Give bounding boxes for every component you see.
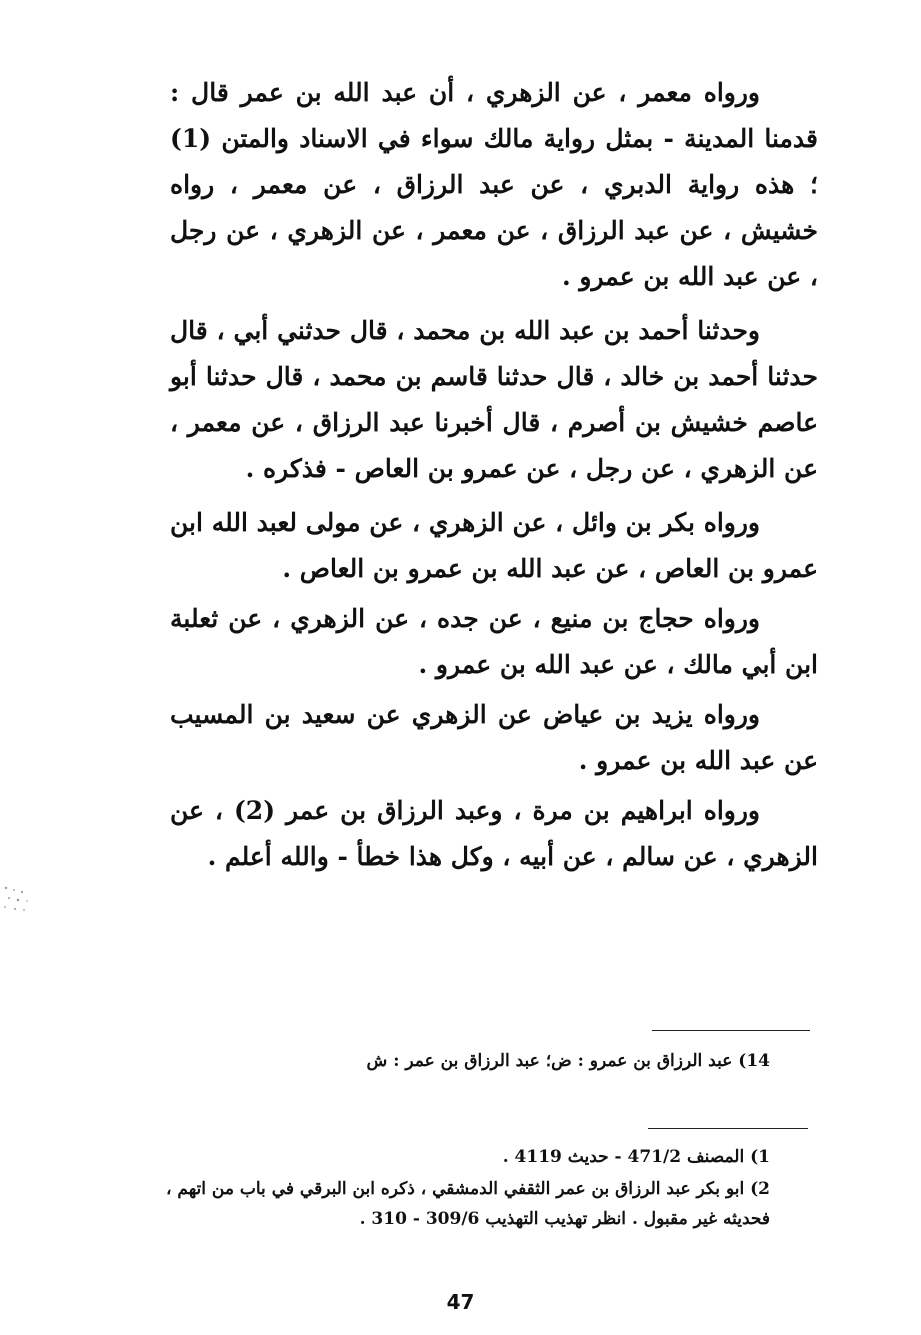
paragraph-1: ورواه معمر ، عن الزهري ، أن عبد الله بن عمر قال : قدمنا المدينة - بمثل رواية مالك سواء في الاسناد والمتن (1) ؛ هذه رواية الدبري ، عن عبد الرزاق ، عن معمر ، رواه خشيش ، عن عبد الرزاق ، عن معمر ، عن الزهري ، عن رجل ، عن عبد الله بن عمرو . <box>170 78 818 291</box>
paragraph-4: ورواه حجاج بن منيع ، عن جده ، عن الزهري ، عن ثعلبة ابن أبي مالك ، عن عبد الله بن عمرو . <box>170 604 818 679</box>
scan-smudge <box>0 880 32 920</box>
footnote-divider-2 <box>648 1128 808 1129</box>
paragraph-2: وحدثنا أحمد بن عبد الله بن محمد ، قال حدثني أبي ، قال حدثنا أحمد بن خالد ، قال حدثنا قاسم بن محمد ، قال حدثنا أبو عاصم خشيش بن أصرم ، قال أخبرنا عبد الرزاق ، عن معمر ، عن الزهري ، عن رجل ، عن عمرو بن العاص - فذكره . <box>170 316 818 483</box>
footnote-1: 1) المصنف 471/2 - حديث 4119 . <box>502 1147 770 1167</box>
paragraph-5: ورواه يزيد بن عياض عن الزهري عن سعيد بن المسيب عن عبد الله بن عمرو . <box>170 700 818 775</box>
footnotes <box>160 1142 770 1236</box>
paragraph-6: ورواه ابراهيم بن مرة ، وعبد الرزاق بن عمر (2) ، عن الزهري ، عن سالم ، عن أبيه ، وكل هذا خطأ - والله أعلم . <box>170 796 818 871</box>
footnote-divider-1 <box>652 1030 810 1031</box>
paragraph-3: ورواه بكر بن وائل ، عن الزهري ، عن مولى لعبد الله ابن عمرو بن العاص ، عن عبد الله بن عمرو بن العاص . <box>170 508 818 583</box>
variant-note: 14) عبد الرزاق بن عمرو : ض؛ عبد الرزاق بن عمر : ش <box>366 1051 770 1071</box>
footnote-2: 2) ابو بكر عبد الرزاق بن عمر الثقفي الدمشقي ، ذكره ابن البرقي في باب من اتهم ، فحديثه غير مقبول . انظر تهذيب التهذيب 309/6 - 310 . <box>165 1179 770 1229</box>
main-text <box>170 70 818 888</box>
page-number: 47 <box>446 1290 475 1314</box>
